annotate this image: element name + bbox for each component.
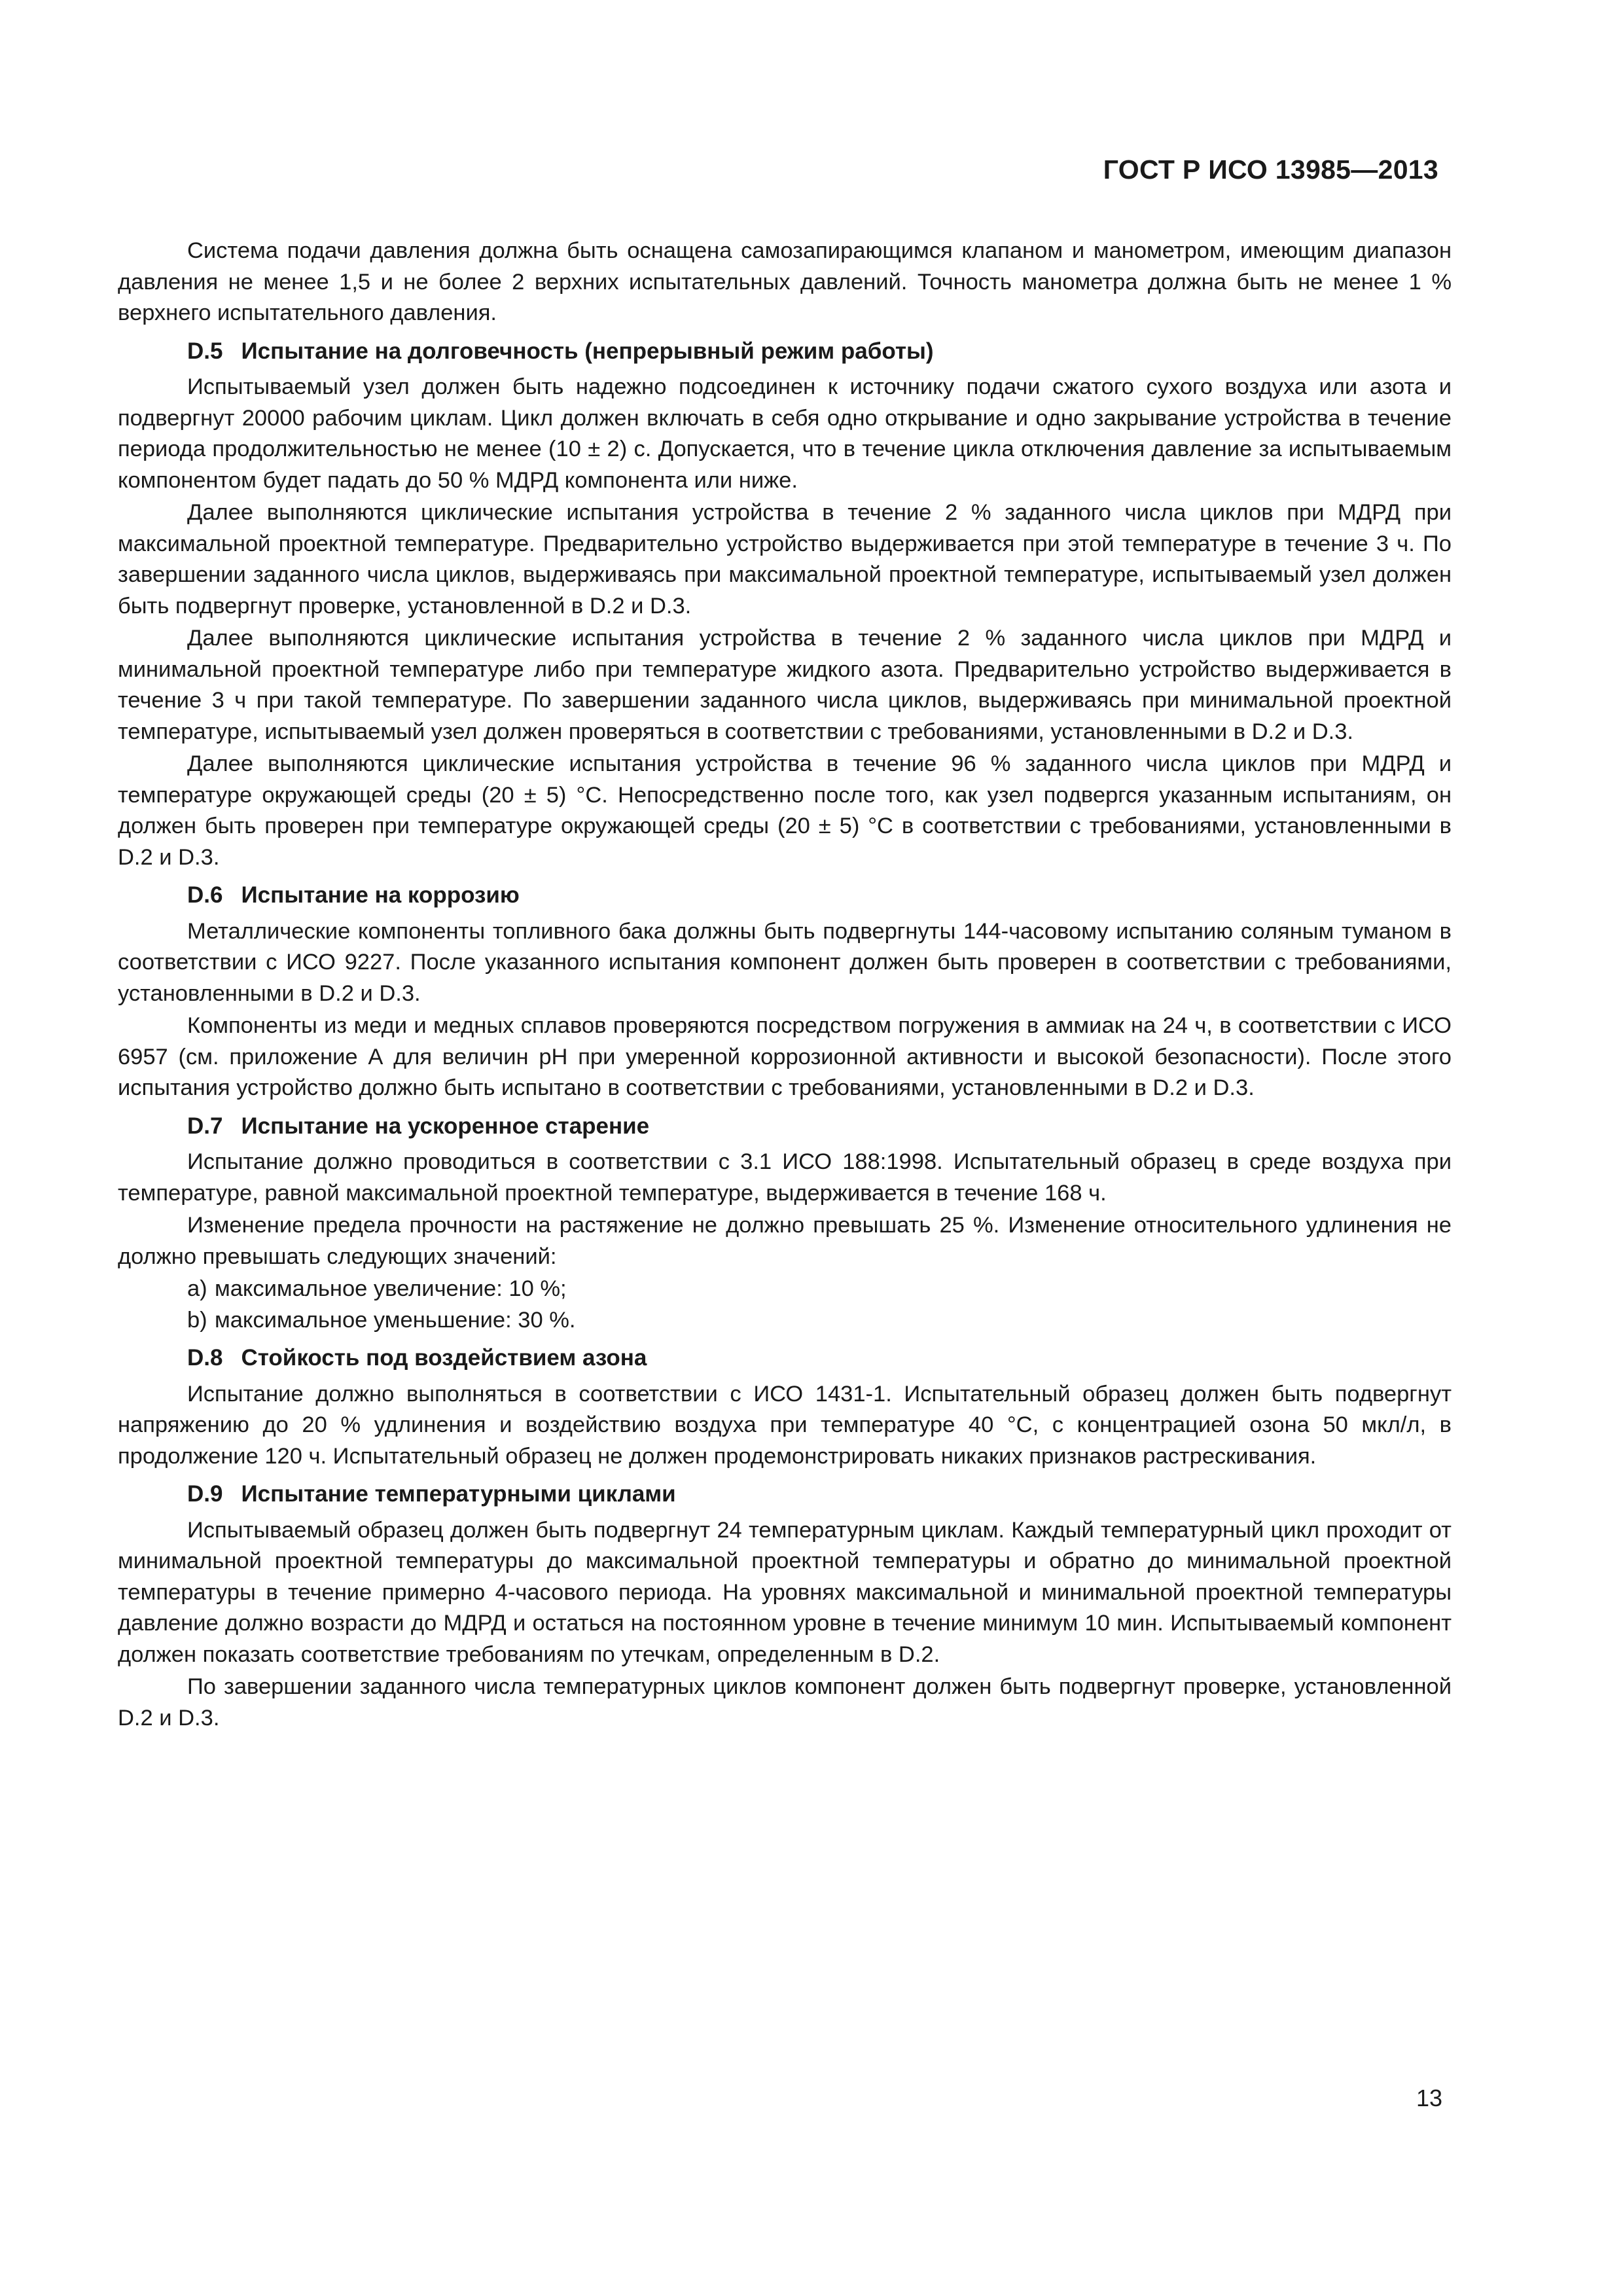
section-title: Испытание на ускоренное старение [241, 1113, 650, 1139]
document-body [118, 236, 1452, 1735]
paragraph: Далее выполняются циклические испытания устройства в течение 96 % заданного числа циклов при МДРД и температуре окружающей среды (20 ± 5) °С. Непосредственно после того, как узел подвергся указанным испытаниям, он должен быть проверен при температуре окружающей среды (20 ± 5) °С в соответствии с требованиями, установленными в D.2 и D.3. [118, 751, 1452, 870]
page-number: 13 [1416, 2085, 1442, 2111]
paragraph: Металлические компоненты топливного бака должны быть подвергнуты 144-часовому испытанию соляным туманом в соответствии с ИСО 9227. После указанного испытания компонент должен быть проверен в соответствии с требованиями, установленными в D.2 и D.3. [118, 918, 1452, 1006]
section-number: D.9 [187, 1481, 223, 1507]
section-title: Испытание температурными циклами [241, 1481, 676, 1507]
section-number: D.8 [187, 1345, 223, 1371]
section-title: Испытание на долговечность (непрерывный режим работы) [241, 338, 934, 364]
paragraph: Испытание должно выполняться в соответствии с ИСО 1431-1. Испытательный образец должен быть подвергнут напряжению до 20 % удлинения и воздействию воздуха при температуре 40 °С, с концентрацией озона 50 мкл/л, в продолжение 120 ч. Испытательный образец не должен продемонстрировать никаких признаков растрескивания. [118, 1381, 1452, 1469]
list-item-text: максимальное уменьшение: 30 %. [215, 1307, 576, 1333]
paragraph: Испытываемый узел должен быть надежно подсоединен к источнику подачи сжатого сухого воздуха или азота и подвергнут 20000 рабочим циклам. Цикл должен включать в себя одно открывание и одно закрывание устройства в течение периода продолжительностью не менее (10 ± 2) с. Допускается, что в течение цикла отключения давление за испытываемым компонентом будет падать до 50 % МДРД компонента или ниже. [118, 374, 1452, 493]
list-item [187, 1305, 1452, 1336]
section-title: Стойкость под воздействием азона [241, 1345, 647, 1371]
paragraph: Компоненты из меди и медных сплавов проверяются посредством погружения в аммиак на 24 ч, в соответствии с ИСО 6957 (см. приложение А для величин pH при умеренной коррозионной активности и высокой безопасности). После этого испытания устройство должно быть испытано в соответствии с требованиями, установленными в D.2 и D.3. [118, 1013, 1452, 1100]
list-marker: a) [187, 1276, 207, 1301]
section-number: D.7 [187, 1113, 223, 1139]
paragraph: Далее выполняются циклические испытания устройства в течение 2 % заданного числа циклов при МДРД и минимальной проектной температуре либо при температуре жидкого азота. Предварительно устройство выдерживается в течение 3 ч при такой температуре. По завершении заданного числа циклов, выдерживаясь при минимальной проектной температуре, испытываемый узел должен проверяться в соответствии с требованиями, установленными в D.2 и D.3. [118, 626, 1452, 744]
section-heading-d9 [187, 1479, 1452, 1510]
section-title: Испытание на коррозию [241, 882, 520, 908]
section-heading-d7 [187, 1111, 1452, 1142]
list-item [187, 1274, 1452, 1305]
list-item-text: максимальное увеличение: 10 %; [215, 1276, 567, 1301]
paragraph: Испытываемый образец должен быть подвергнут 24 температурным циклам. Каждый температурный цикл проходит от минимальной проектной температуры до максимальной проектной температуры и обратно до минимальной проектной температуры в течение примерно 4-часового периода. На уровнях максимальной и минимальной проектной температуры давление должно возрасти до МДРД и остаться на постоянном уровне в течение минимум 10 мин. Испытываемый компонент должен показать соответствие требованиям по утечкам, определенным в D.2. [118, 1517, 1452, 1667]
section-heading-d6 [187, 880, 1452, 911]
intro-paragraph: Система подачи давления должна быть оснащена самозапирающимся клапаном и манометром, имеющим диапазон давления не менее 1,5 и не более 2 верхних испытательных давлений. Точность манометра должна быть не менее 1 % верхнего испытательного давления. [118, 238, 1452, 325]
list-marker: b) [187, 1307, 207, 1333]
paragraph: По завершении заданного числа температурных циклов компонент должен быть подвергнут проверке, установленной D.2 и D.3. [118, 1674, 1452, 1731]
section-heading-d5 [187, 336, 1452, 367]
paragraph: Далее выполняются циклические испытания устройства в течение 2 % заданного числа циклов при МДРД при максимальной проектной температуре. Предварительно устройство выдерживается при этой температуре в течение 3 ч. По завершении заданного числа циклов, выдерживаясь при максимальной проектной температуре, испытываемый узел должен быть подвергнут проверке, установленной в D.2 и D.3. [118, 500, 1452, 619]
paragraph: Изменение предела прочности на растяжение не должно превышать 25 %. Изменение относительного удлинения не должно превышать следующих значений: [118, 1213, 1452, 1269]
section-number: D.6 [187, 882, 223, 908]
section-number: D.5 [187, 338, 223, 364]
section-heading-d8 [187, 1342, 1452, 1374]
paragraph: Испытание должно проводиться в соответствии с 3.1 ИСО 188:1998. Испытательный образец в среде воздуха при температуре, равной максимальной проектной температуре, выдерживается в течение 168 ч. [118, 1149, 1452, 1206]
document-header-id: ГОСТ Р ИСО 13985—2013 [1103, 154, 1438, 185]
